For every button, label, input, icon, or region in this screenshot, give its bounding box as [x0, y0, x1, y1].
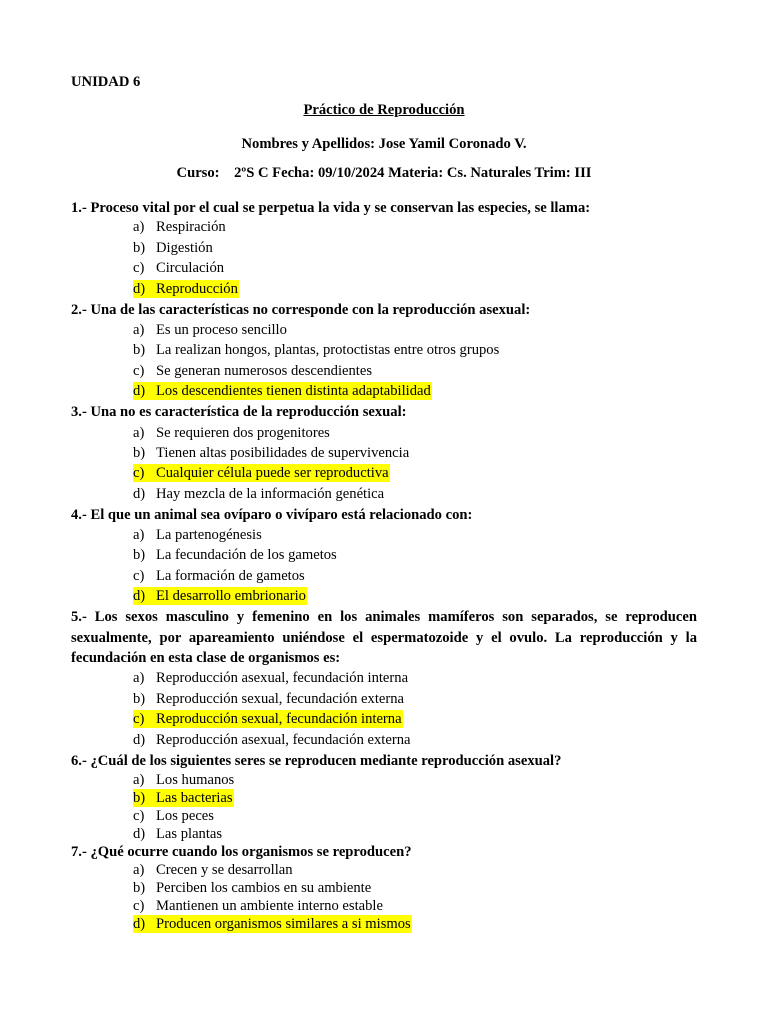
- option-letter: d): [133, 916, 146, 932]
- option-1b: [133, 239, 213, 257]
- option-7c: [133, 897, 383, 915]
- option-7a: [133, 861, 293, 879]
- option-3a: [133, 424, 330, 442]
- option-letter: d): [133, 383, 146, 399]
- option-text: Reproducción sexual, fecundación interna: [156, 711, 402, 727]
- question-3: 3.- Una no es característica de la reproducción sexual:: [71, 404, 407, 420]
- option-6d: [133, 825, 222, 843]
- option-1d: [133, 280, 239, 298]
- option-letter: c): [133, 260, 145, 276]
- option-3c: [133, 464, 390, 482]
- option-text: La formación de gametos: [156, 568, 305, 584]
- option-text: Las plantas: [156, 826, 223, 842]
- option-text: Producen organismos similares a si mismos: [156, 916, 411, 932]
- option-text: Reproducción asexual, fecundación interna: [156, 670, 409, 686]
- option-letter: c): [133, 808, 145, 824]
- option-letter: b): [133, 691, 146, 707]
- option-6b: [133, 789, 234, 807]
- option-text: Crecen y se desarrollan: [156, 862, 293, 878]
- option-text: Los descendientes tienen distinta adaptabilidad: [156, 383, 431, 399]
- question-7: 7.- ¿Qué ocurre cuando los organismos se reproducen?: [71, 844, 412, 860]
- unit-heading: UNIDAD 6: [71, 74, 141, 90]
- option-4a: [133, 526, 262, 544]
- option-2d: [133, 382, 432, 400]
- option-text: Digestión: [156, 240, 213, 256]
- option-2a: [133, 321, 287, 339]
- option-2c: [133, 362, 372, 380]
- option-text: Circulación: [156, 260, 225, 276]
- option-letter: c): [133, 898, 145, 914]
- option-letter: d): [133, 281, 146, 297]
- option-text: La fecundación de los gametos: [156, 547, 337, 563]
- option-letter: a): [133, 527, 145, 543]
- option-5d: [133, 731, 410, 749]
- page-title-text: Práctico de Reproducción: [303, 102, 465, 118]
- option-letter: c): [133, 363, 145, 379]
- option-7d: [133, 915, 412, 933]
- option-text: La partenogénesis: [156, 527, 262, 543]
- option-letter: c): [133, 711, 145, 727]
- course-info: Curso: 2ºS C Fecha: 09/10/2024 Materia: Cs. Naturales Trim: III: [176, 165, 592, 181]
- option-letter: b): [133, 547, 146, 563]
- option-letter: d): [133, 486, 146, 502]
- question-5: 5.- Los sexos masculino y femenino en los animales mamíferos son separados, se reproducen sexualmente, por apareamiento uniéndose el espermatozoide y el ovulo. La reproducción y la fecundación en esta clase de organismos es:: [71, 609, 697, 666]
- option-text: Reproducción asexual, fecundación externa: [156, 732, 411, 748]
- option-text: Cualquier célula puede ser reproductiva: [156, 465, 389, 481]
- option-text: Es un proceso sencillo: [156, 322, 287, 338]
- option-7b: [133, 879, 371, 897]
- option-letter: a): [133, 670, 145, 686]
- option-letter: c): [133, 465, 145, 481]
- option-letter: b): [133, 790, 146, 806]
- option-text: Tienen altas posibilidades de supervivencia: [156, 445, 410, 461]
- option-5a: [133, 669, 408, 687]
- option-4c: [133, 567, 305, 585]
- option-1a: [133, 218, 226, 236]
- option-text: Se requieren dos progenitores: [156, 425, 330, 441]
- question-4: 4.- El que un animal sea ovíparo o vivíparo está relacionado con:: [71, 507, 473, 523]
- option-text: Hay mezcla de la información genética: [156, 486, 385, 502]
- question-6: 6.- ¿Cuál de los siguientes seres se reproducen mediante reproducción asexual?: [71, 753, 562, 769]
- option-3b: [133, 444, 409, 462]
- option-letter: b): [133, 445, 146, 461]
- option-text: Reproducción sexual, fecundación externa: [156, 691, 404, 707]
- option-6a: [133, 771, 234, 789]
- option-text: El desarrollo embrionario: [156, 588, 306, 604]
- option-letter: a): [133, 425, 145, 441]
- option-letter: a): [133, 862, 145, 878]
- option-6c: [133, 807, 214, 825]
- option-letter: a): [133, 322, 145, 338]
- option-letter: d): [133, 732, 146, 748]
- option-5b: [133, 690, 404, 708]
- option-text: Mantienen un ambiente interno estable: [156, 898, 383, 914]
- option-letter: c): [133, 568, 145, 584]
- option-1c: [133, 259, 224, 277]
- option-letter: d): [133, 826, 146, 842]
- option-letter: d): [133, 588, 146, 604]
- option-5c: [133, 710, 403, 728]
- option-text: Los humanos: [156, 772, 235, 788]
- option-text: Los peces: [156, 808, 214, 824]
- option-text: Reproducción: [156, 281, 238, 297]
- question-2: 2.- Una de las características no corresponde con la reproducción asexual:: [71, 302, 531, 318]
- option-letter: a): [133, 772, 145, 788]
- option-text: La realizan hongos, plantas, protoctistas entre otros grupos: [156, 342, 500, 358]
- option-4b: [133, 546, 337, 564]
- option-text: Perciben los cambios en su ambiente: [156, 880, 372, 896]
- option-3d: [133, 485, 384, 503]
- option-letter: a): [133, 219, 145, 235]
- option-letter: b): [133, 240, 146, 256]
- student-names: Nombres y Apellidos: Jose Yamil Coronado V.: [241, 136, 527, 152]
- option-letter: b): [133, 880, 146, 896]
- option-text: Respiración: [156, 219, 226, 235]
- option-text: Se generan numerosos descendientes: [156, 363, 372, 379]
- question-1: 1.- Proceso vital por el cual se perpetua la vida y se conservan las especies, se llama:: [71, 200, 591, 216]
- option-text: Las bacterias: [156, 790, 233, 806]
- page-title: [0, 101, 768, 119]
- option-2b: [133, 341, 499, 359]
- option-letter: b): [133, 342, 146, 358]
- option-4d: [133, 587, 307, 605]
